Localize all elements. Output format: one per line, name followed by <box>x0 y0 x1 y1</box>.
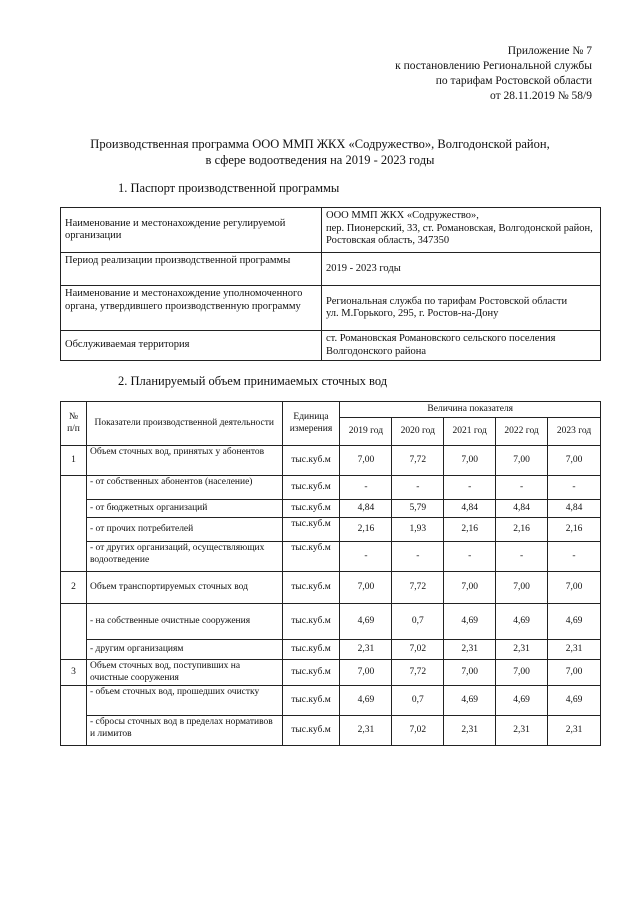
row-unit: тыс.куб.м <box>282 500 340 518</box>
row-num: 3 <box>61 660 87 686</box>
passport-value-line: пер. Пионерский, 33, ст. Романовская, Волгодонской район, Ростовская область, 347350 <box>326 222 593 246</box>
row-unit: тыс.куб.м <box>282 604 340 640</box>
row-value: 7,72 <box>392 660 444 686</box>
row-num <box>61 686 87 746</box>
header-year: 2021 год <box>444 418 496 446</box>
row-value: 0,7 <box>392 604 444 640</box>
header-year: 2019 год <box>340 418 392 446</box>
appendix-line: к постановлению Региональной службы <box>395 60 592 72</box>
appendix-line: Приложение № 7 <box>507 45 592 57</box>
row-value: - <box>340 542 392 572</box>
row-value: 4,69 <box>496 604 548 640</box>
header-indicator: Показатели производственной деятельности <box>86 402 282 446</box>
passport-key: Наименование и местонахождение регулируемой организации <box>61 208 322 253</box>
row-value: 5,79 <box>392 500 444 518</box>
appendix-line: по тарифам Ростовской области <box>435 75 592 87</box>
header-value: Величина показателя <box>340 402 601 418</box>
row-value: 4,84 <box>340 500 392 518</box>
header-num: № п/п <box>61 402 87 446</box>
row-value: 7,00 <box>548 572 601 604</box>
passport-value <box>322 253 601 286</box>
title-line: в сфере водоотведения на 2019 - 2023 годы <box>205 153 435 167</box>
row-value: 2,31 <box>496 716 548 746</box>
header-year: 2023 год <box>548 418 601 446</box>
row-value: 4,84 <box>548 500 601 518</box>
row-value: 7,00 <box>340 660 392 686</box>
row-unit: тыс.куб.м <box>282 686 340 716</box>
table-row <box>61 253 601 286</box>
passport-value-line: ст. Романовская Романовского сельского поселения Волгодонского района <box>326 333 556 357</box>
table-row <box>61 686 601 716</box>
passport-value-line: ООО ММП ЖКХ «Содружество», <box>326 210 479 221</box>
row-indicator: - сбросы сточных вод в пределах нормативов и лимитов <box>86 716 282 746</box>
volume-table <box>60 401 601 746</box>
row-num: 1 <box>61 446 87 476</box>
table-row <box>61 660 601 686</box>
table-row <box>61 716 601 746</box>
passport-value-line: ул. М.Горького, 295, г. Ростов-на-Дону <box>326 308 499 319</box>
row-value: - <box>548 542 601 572</box>
row-num <box>61 476 87 572</box>
row-value: 4,69 <box>444 686 496 716</box>
table-row <box>61 208 601 253</box>
row-value: 0,7 <box>392 686 444 716</box>
row-value: - <box>392 542 444 572</box>
table-row <box>61 446 601 476</box>
row-value: 2,31 <box>496 640 548 660</box>
row-indicator: - другим организациям <box>86 640 282 660</box>
row-value: - <box>444 476 496 500</box>
row-unit: тыс.куб.м <box>282 660 340 686</box>
row-value: 7,02 <box>392 716 444 746</box>
passport-value-line: 2019 - 2023 годы <box>326 262 401 274</box>
header-year: 2022 год <box>496 418 548 446</box>
row-value: 1,93 <box>392 518 444 542</box>
row-indicator: Объем транспортируемых сточных вод <box>86 572 282 604</box>
passport-key: Наименование и местонахождение уполномоченного органа, утвердившего производственную программу <box>61 286 322 331</box>
row-indicator: - от бюджетных организаций <box>86 500 282 518</box>
passport-key: Обслуживаемая территория <box>61 331 322 361</box>
row-value: 2,16 <box>496 518 548 542</box>
row-unit: тыс.куб.м <box>282 518 340 542</box>
passport-value <box>322 331 601 361</box>
row-value: - <box>392 476 444 500</box>
table-row <box>61 500 601 518</box>
row-value: 7,00 <box>444 660 496 686</box>
row-value: 4,69 <box>444 604 496 640</box>
passport-table <box>60 207 601 361</box>
row-unit: тыс.куб.м <box>282 446 340 476</box>
row-value: 4,69 <box>340 686 392 716</box>
row-value: 4,69 <box>340 604 392 640</box>
row-value: 7,00 <box>548 660 601 686</box>
row-indicator: Объем сточных вод, поступивших на очистные сооружения <box>86 660 282 686</box>
row-value: 4,84 <box>496 500 548 518</box>
row-value: 2,31 <box>444 640 496 660</box>
row-value: 7,72 <box>392 446 444 476</box>
row-value: 7,00 <box>340 446 392 476</box>
header-unit: Единица измерения <box>282 402 340 446</box>
table-row <box>61 286 601 331</box>
appendix-line: от 28.11.2019 № 58/9 <box>490 90 592 102</box>
row-value: 2,31 <box>548 716 601 746</box>
table-row <box>61 640 601 660</box>
row-value: - <box>496 542 548 572</box>
appendix-header <box>292 44 592 104</box>
row-value: 2,31 <box>340 640 392 660</box>
section-heading: 1. Паспорт производственной программы <box>118 181 340 195</box>
row-value: 2,16 <box>340 518 392 542</box>
row-value: 7,00 <box>444 446 496 476</box>
row-value: 2,31 <box>548 640 601 660</box>
row-value: 7,00 <box>496 446 548 476</box>
title-line: Производственная программа ООО ММП ЖКХ «Содружество», Волгодонской район, <box>90 137 550 151</box>
row-value: 4,69 <box>496 686 548 716</box>
row-value: 7,00 <box>496 572 548 604</box>
row-unit: тыс.куб.м <box>282 640 340 660</box>
row-indicator: - от прочих потребителей <box>86 518 282 542</box>
row-value: 7,02 <box>392 640 444 660</box>
row-value: - <box>496 476 548 500</box>
row-unit: тыс.куб.м <box>282 572 340 604</box>
row-unit: тыс.куб.м <box>282 542 340 572</box>
row-value: 2,31 <box>444 716 496 746</box>
table-row <box>61 542 601 572</box>
row-value: 2,16 <box>444 518 496 542</box>
header-year: 2020 год <box>392 418 444 446</box>
row-value: 7,00 <box>496 660 548 686</box>
table-row <box>61 572 601 604</box>
row-value: 4,84 <box>444 500 496 518</box>
row-indicator: - на собственные очистные сооружения <box>86 604 282 640</box>
row-value: - <box>444 542 496 572</box>
row-value: 7,72 <box>392 572 444 604</box>
row-indicator: Объем сточных вод, принятых у абонентов <box>86 446 282 476</box>
row-num <box>61 604 87 660</box>
row-value: 7,00 <box>340 572 392 604</box>
row-value: 7,00 <box>548 446 601 476</box>
row-indicator: - от собственных абонентов (население) <box>86 476 282 500</box>
row-value: 2,16 <box>548 518 601 542</box>
row-unit: тыс.куб.м <box>282 476 340 500</box>
passport-key: Период реализации производственной программы <box>61 253 322 286</box>
passport-value <box>322 208 601 253</box>
row-unit: тыс.куб.м <box>282 716 340 746</box>
row-value: - <box>340 476 392 500</box>
row-num: 2 <box>61 572 87 604</box>
section-heading: 2. Планируемый объем принимаемых сточных вод <box>118 374 388 388</box>
row-indicator: - от других организаций, осуществляющих водоотведение <box>86 542 282 572</box>
passport-value-line: Региональная служба по тарифам Ростовской области <box>326 295 568 307</box>
table-row <box>61 604 601 640</box>
row-value: 2,31 <box>340 716 392 746</box>
table-row <box>61 518 601 542</box>
row-value: - <box>548 476 601 500</box>
table-row <box>61 476 601 500</box>
document-title <box>60 136 580 168</box>
table-header-row <box>61 402 601 418</box>
table-row <box>61 331 601 361</box>
row-value: 4,69 <box>548 686 601 716</box>
passport-value <box>322 286 601 331</box>
row-value: 7,00 <box>444 572 496 604</box>
row-value: 4,69 <box>548 604 601 640</box>
row-indicator: - объем сточных вод, прошедших очистку <box>86 686 282 716</box>
